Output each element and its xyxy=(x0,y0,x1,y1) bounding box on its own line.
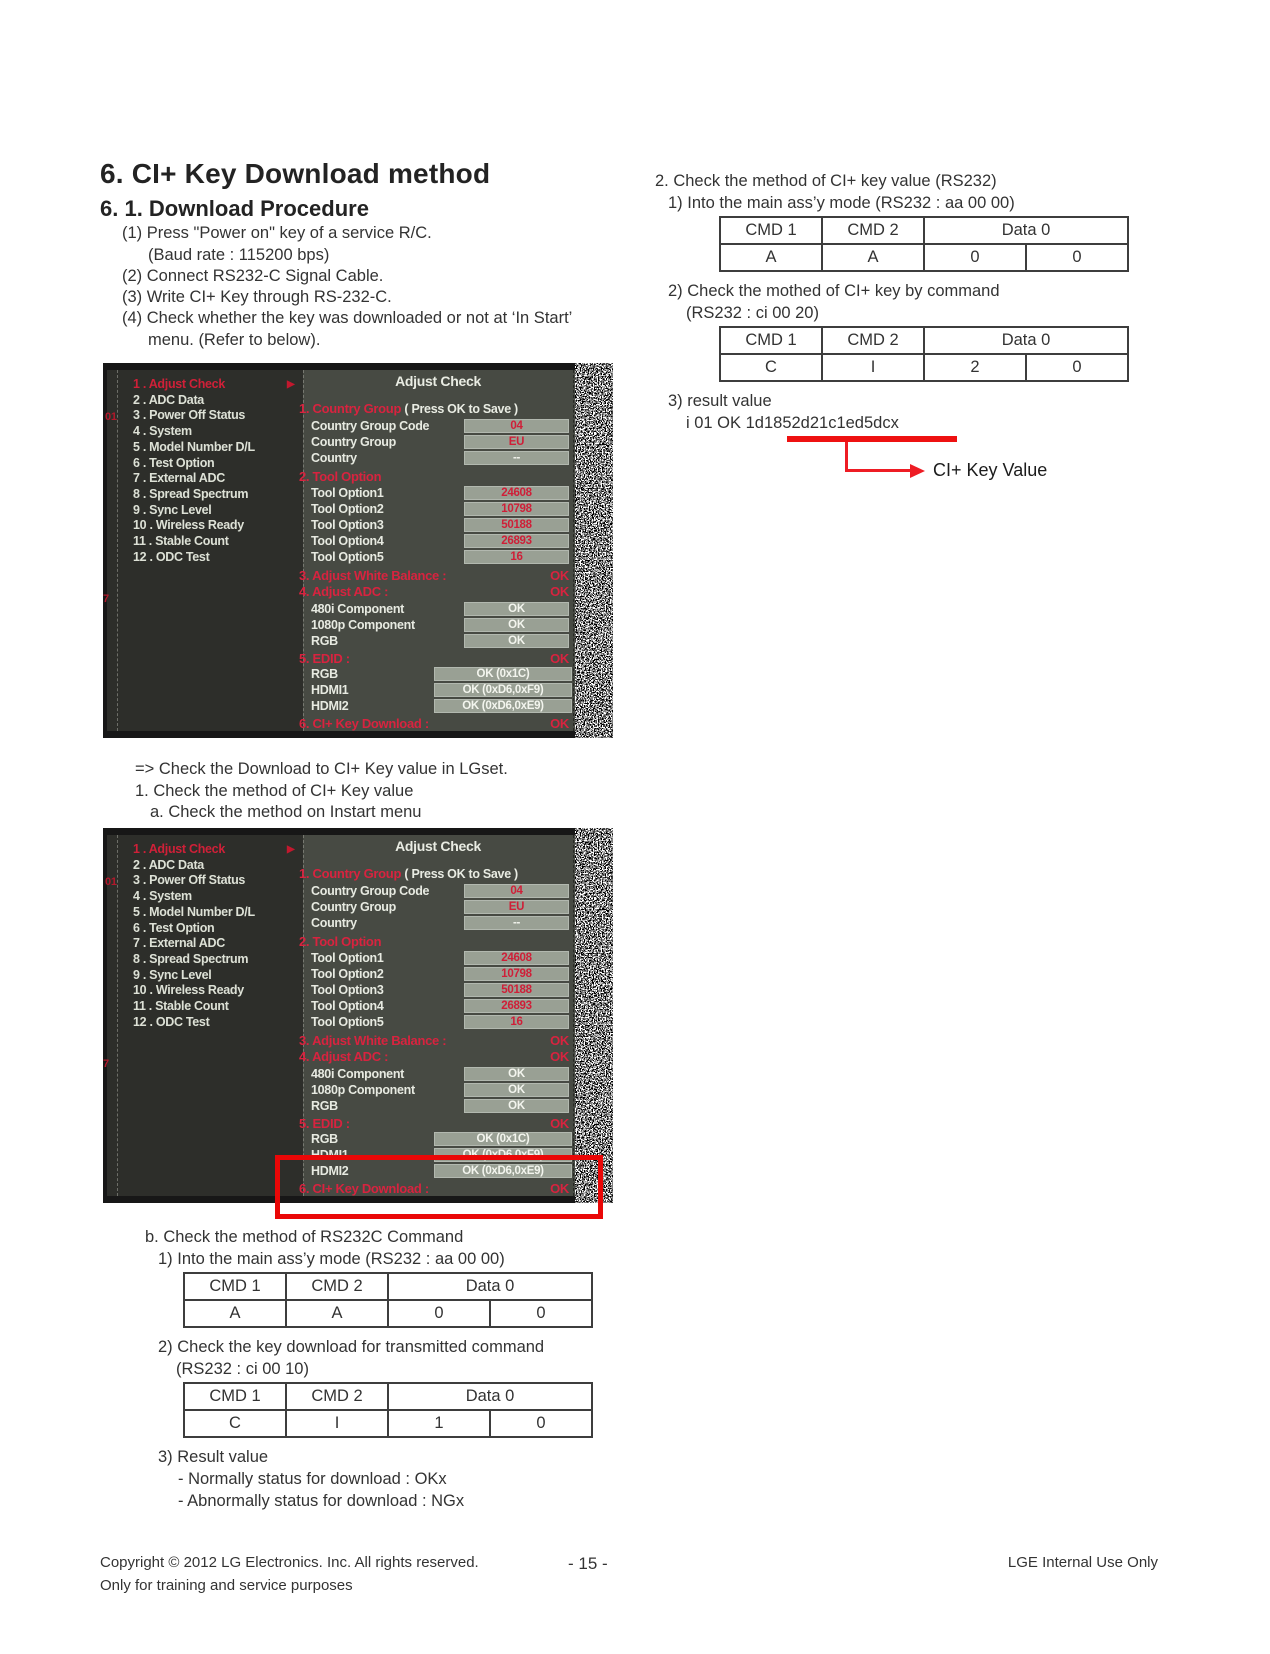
cmd-table-3 xyxy=(183,1272,593,1328)
table-cell: 0 xyxy=(1026,244,1128,271)
osd-value-box: 04 xyxy=(464,884,569,898)
osd-row-label: Tool Option2 xyxy=(311,967,384,981)
footer-internal-use: LGE Internal Use Only xyxy=(1007,1554,1158,1571)
osd-menu-item: 12 . ODC Test xyxy=(133,550,210,564)
osd-value-box: 04 xyxy=(464,419,569,433)
step-4: (4) Check whether the key was downloaded or not at ‘In Start’ xyxy=(122,309,573,327)
section-b-step3: 3) Result value xyxy=(158,1448,269,1466)
osd-value-box: 16 xyxy=(464,1015,569,1029)
section-b-step2: 2) Check the key download for transmitted command xyxy=(158,1338,545,1356)
osd-menu-item: 4 . System xyxy=(133,889,192,903)
osd-menu-item: 1 . Adjust Check xyxy=(133,377,225,391)
right-step1: 1) Into the main ass’y mode (RS232 : aa 00 00) xyxy=(668,194,1015,212)
key-value-underline xyxy=(787,436,957,442)
osd-section-country-group xyxy=(299,866,518,881)
osd-row-label: Tool Option3 xyxy=(311,518,384,532)
table-cell: 0 xyxy=(1026,354,1128,381)
osd-value-box: -- xyxy=(464,916,569,930)
osd-menu-item: 7 . External ADC xyxy=(133,936,225,950)
osd-row-label: Tool Option1 xyxy=(311,951,384,965)
osd-value-box: OK (0xD6,0xF9) xyxy=(434,683,572,697)
osd-row-label: 480i Component xyxy=(311,602,405,616)
osd-value-box: 10798 xyxy=(464,502,569,516)
check-method-line: 1. Check the method of CI+ Key value xyxy=(135,782,414,800)
osd-section-tool-option: 2. Tool Option xyxy=(299,934,382,949)
osd-section-note: ( Press OK to Save ) xyxy=(404,867,518,881)
step-1: (1) Press "Power on" key of a service R/C. xyxy=(122,224,432,242)
table-header-cell: Data 0 xyxy=(388,1273,592,1300)
osd-value-box: 24608 xyxy=(464,951,569,965)
right-step3: 3) result value xyxy=(668,392,772,410)
osd-menu-item: 11 . Stable Count xyxy=(133,999,229,1013)
step-3: (3) Write CI+ Key through RS-232-C. xyxy=(122,288,392,306)
osd-row-label: Country Group xyxy=(311,435,396,449)
osd-menu-item: 6 . Test Option xyxy=(133,456,215,470)
table-header-cell: CMD 2 xyxy=(822,217,924,244)
overlay-mark: 7 xyxy=(103,1058,109,1070)
osd-value-box: OK (0x1C) xyxy=(434,1132,572,1146)
osd-value-box: 26893 xyxy=(464,999,569,1013)
table-header-cell: Data 0 xyxy=(924,327,1128,354)
osd-row-label: RGB xyxy=(311,667,338,681)
table-cell: I xyxy=(286,1410,388,1437)
osd-section-ci-key-download: 6. CI+ Key Download : xyxy=(299,1181,429,1196)
osd-section-note: ( Press OK to Save ) xyxy=(404,402,518,416)
osd-title: Adjust Check xyxy=(395,838,481,854)
osd-row-label: Tool Option5 xyxy=(311,1015,384,1029)
step-2: (2) Connect RS232-C Signal Cable. xyxy=(122,267,384,285)
osd-row-label: 480i Component xyxy=(311,1067,405,1081)
result-abnormal-line: - Abnormally status for download : NGx xyxy=(178,1492,465,1510)
key-value-label: CI+ Key Value xyxy=(933,460,1048,480)
table-header-cell: CMD 2 xyxy=(822,327,924,354)
osd-value-box: 50188 xyxy=(464,983,569,997)
osd-menu-item: 2 . ADC Data xyxy=(133,393,204,407)
menu-cursor-icon: ▶ xyxy=(287,844,295,855)
table-header-cell: CMD 1 xyxy=(720,217,822,244)
section-b-step1: 1) Into the main ass’y mode (RS232 : aa 00 00) xyxy=(158,1250,505,1268)
cmd-table-1 xyxy=(719,216,1129,272)
check-download-note: => Check the Download to CI+ Key value in LGset. xyxy=(135,760,508,778)
osd-row-label: RGB xyxy=(311,634,338,648)
osd-value-box: 16 xyxy=(464,550,569,564)
table-cell: A xyxy=(822,244,924,271)
osd-section-white-balance: 3. Adjust White Balance : xyxy=(299,1033,447,1048)
step-1b: (Baud rate : 115200 bps) xyxy=(148,246,330,264)
osd-value-box: 24608 xyxy=(464,486,569,500)
osd-row-label: Country Group Code xyxy=(311,419,430,433)
table-header-cell: CMD 2 xyxy=(286,1273,388,1300)
section-title: 6. 1. Download Procedure xyxy=(100,196,369,221)
osd-row-label: Tool Option1 xyxy=(311,486,384,500)
osd-menu-item: 9 . Sync Level xyxy=(133,968,212,982)
page-title: 6. CI+ Key Download method xyxy=(100,158,491,189)
osd-divider xyxy=(573,835,574,1196)
osd-section-title: 1. Country Group xyxy=(299,401,402,416)
osd-divider xyxy=(303,835,304,1196)
screenshot-instart-menu-2 xyxy=(103,828,613,1203)
footer-training-note: Only for training and service purposes xyxy=(100,1577,353,1594)
osd-section-adjust-adc: 4. Adjust ADC : xyxy=(299,1049,389,1064)
menu-cursor-icon: ▶ xyxy=(287,379,295,390)
table-cell: 0 xyxy=(924,244,1026,271)
osd-menu-item: 3 . Power Off Status xyxy=(133,408,246,422)
osd-row-label: Tool Option2 xyxy=(311,502,384,516)
osd-menu-item: 1 . Adjust Check xyxy=(133,842,225,856)
osd-menu-item: 6 . Test Option xyxy=(133,921,215,935)
osd-value-box: OK xyxy=(464,618,569,632)
osd-menu-item: 2 . ADC Data xyxy=(133,858,204,872)
osd-divider xyxy=(573,370,574,731)
table-cell: 2 xyxy=(924,354,1026,381)
osd-menu-item: 4 . System xyxy=(133,424,192,438)
osd-row-label: Country xyxy=(311,451,357,465)
overlay-mark: 7 xyxy=(103,593,109,605)
osd-status-ok: OK xyxy=(550,651,569,666)
osd-row-label: Tool Option5 xyxy=(311,550,384,564)
osd-status-ok: OK xyxy=(550,1181,569,1196)
right-step2: 2) Check the mothed of CI+ key by command xyxy=(668,282,1000,300)
osd-menu-item: 10 . Wireless Ready xyxy=(133,518,244,532)
table-header-cell: CMD 1 xyxy=(184,1383,286,1410)
osd-value-box: OK xyxy=(464,1067,569,1081)
osd-title: Adjust Check xyxy=(395,373,481,389)
photo-edge xyxy=(103,828,613,835)
table-header-cell: Data 0 xyxy=(388,1383,592,1410)
table-header-cell: CMD 1 xyxy=(184,1273,286,1300)
osd-row-label: HDMI1 xyxy=(311,683,349,697)
osd-status-ok: OK xyxy=(550,1033,569,1048)
osd-divider xyxy=(117,835,118,1196)
osd-section-adjust-adc: 4. Adjust ADC : xyxy=(299,584,389,599)
cmd-table-2 xyxy=(719,326,1129,382)
table-cell: C xyxy=(720,354,822,381)
osd-value-box: OK xyxy=(464,1083,569,1097)
osd-section-edid: 5. EDID : xyxy=(299,1116,350,1131)
osd-menu-item: 9 . Sync Level xyxy=(133,503,212,517)
osd-value-box: EU xyxy=(464,900,569,914)
osd-menu-item: 8 . Spread Spectrum xyxy=(133,487,249,501)
osd-value-box: OK (0xD6,0xE9) xyxy=(434,1164,572,1178)
osd-status-ok: OK xyxy=(550,1049,569,1064)
osd-row-label: Country xyxy=(311,916,357,930)
key-value-arrow-line xyxy=(845,469,910,472)
osd-value-box: OK xyxy=(464,1099,569,1113)
osd-menu-item: 11 . Stable Count xyxy=(133,534,229,548)
overlay-mark: 01 xyxy=(105,411,117,423)
table-cell: 0 xyxy=(490,1300,592,1327)
table-cell: C xyxy=(184,1410,286,1437)
osd-value-box: OK xyxy=(464,634,569,648)
osd-section-edid: 5. EDID : xyxy=(299,651,350,666)
osd-row-label: HDMI2 xyxy=(311,1164,349,1178)
osd-value-box: 26893 xyxy=(464,534,569,548)
osd-divider xyxy=(117,370,118,731)
table-cell: 0 xyxy=(490,1410,592,1437)
table-header-cell: CMD 1 xyxy=(720,327,822,354)
photo-edge xyxy=(103,731,613,738)
osd-section-tool-option: 2. Tool Option xyxy=(299,469,382,484)
osd-value-box: OK (0x1C) xyxy=(434,667,572,681)
osd-value-box: 50188 xyxy=(464,518,569,532)
osd-row-label: Country Group xyxy=(311,900,396,914)
table-cell: A xyxy=(720,244,822,271)
osd-menu-item: 12 . ODC Test xyxy=(133,1015,210,1029)
osd-status-ok: OK xyxy=(550,584,569,599)
osd-row-label: 1080p Component xyxy=(311,618,415,632)
osd-row-label: 1080p Component xyxy=(311,1083,415,1097)
arrow-right-icon xyxy=(910,464,925,478)
osd-status-ok: OK xyxy=(550,568,569,583)
photo-edge xyxy=(103,363,613,370)
osd-value-box: OK (0xD6,0xE9) xyxy=(434,699,572,713)
osd-section-white-balance: 3. Adjust White Balance : xyxy=(299,568,447,583)
screenshot-instart-menu-1 xyxy=(103,363,613,738)
osd-row-label: RGB xyxy=(311,1099,338,1113)
table-header-cell: Data 0 xyxy=(924,217,1128,244)
step-4b: menu. (Refer to below). xyxy=(148,331,321,349)
right-section-title: 2. Check the method of CI+ key value (RS232) xyxy=(655,172,997,190)
osd-menu-item: 10 . Wireless Ready xyxy=(133,983,244,997)
osd-section-country-group xyxy=(299,401,518,416)
osd-row-label: HDMI1 xyxy=(311,1148,349,1162)
cmd-table-4 xyxy=(183,1382,593,1438)
osd-value-box: OK xyxy=(464,602,569,616)
tv-static-noise xyxy=(575,828,613,1203)
table-cell: I xyxy=(822,354,924,381)
osd-value-box: OK (0xD6,0xF9) xyxy=(434,1148,572,1162)
result-normal-line: - Normally status for download : OKx xyxy=(178,1470,447,1488)
table-cell: A xyxy=(286,1300,388,1327)
osd-status-ok: OK xyxy=(550,1116,569,1131)
osd-row-label: Tool Option4 xyxy=(311,999,384,1013)
osd-row-label: Tool Option3 xyxy=(311,983,384,997)
osd-menu-item: 3 . Power Off Status xyxy=(133,873,246,887)
table-cell: 0 xyxy=(388,1300,490,1327)
overlay-mark: 01 xyxy=(105,876,117,888)
osd-row-label: Country Group Code xyxy=(311,884,430,898)
table-header-cell: CMD 2 xyxy=(286,1383,388,1410)
osd-menu-item: 7 . External ADC xyxy=(133,471,225,485)
osd-menu-item: 5 . Model Number D/L xyxy=(133,905,255,919)
osd-status-ok: OK xyxy=(550,716,569,731)
osd-value-box: 10798 xyxy=(464,967,569,981)
osd-value-box: EU xyxy=(464,435,569,449)
osd-menu-item: 5 . Model Number D/L xyxy=(133,440,255,454)
osd-section-title: 1. Country Group xyxy=(299,866,402,881)
check-instart-line: a. Check the method on Instart menu xyxy=(150,803,422,821)
page-number: - 15 - xyxy=(568,1554,608,1573)
table-cell: A xyxy=(184,1300,286,1327)
result-value-line: i 01 OK 1d1852d21c1ed5dcx xyxy=(686,414,899,432)
osd-divider xyxy=(303,370,304,731)
footer-copyright: Copyright © 2012 LG Electronics. Inc. All rights reserved. xyxy=(100,1554,479,1571)
osd-row-label: HDMI2 xyxy=(311,699,349,713)
highlight-rectangle xyxy=(275,1155,603,1219)
section-b-title: b. Check the method of RS232C Command xyxy=(145,1228,464,1246)
osd-row-label: RGB xyxy=(311,1132,338,1146)
table-cell: 1 xyxy=(388,1410,490,1437)
osd-value-box: -- xyxy=(464,451,569,465)
key-value-arrow-line xyxy=(845,442,848,472)
section-b-step2b: (RS232 : ci 00 10) xyxy=(176,1360,309,1378)
osd-row-label: Tool Option4 xyxy=(311,534,384,548)
tv-static-noise xyxy=(575,363,613,738)
right-step2b: (RS232 : ci 00 20) xyxy=(686,304,819,322)
osd-section-ci-key-download: 6. CI+ Key Download : xyxy=(299,716,429,731)
osd-menu-item: 8 . Spread Spectrum xyxy=(133,952,249,966)
